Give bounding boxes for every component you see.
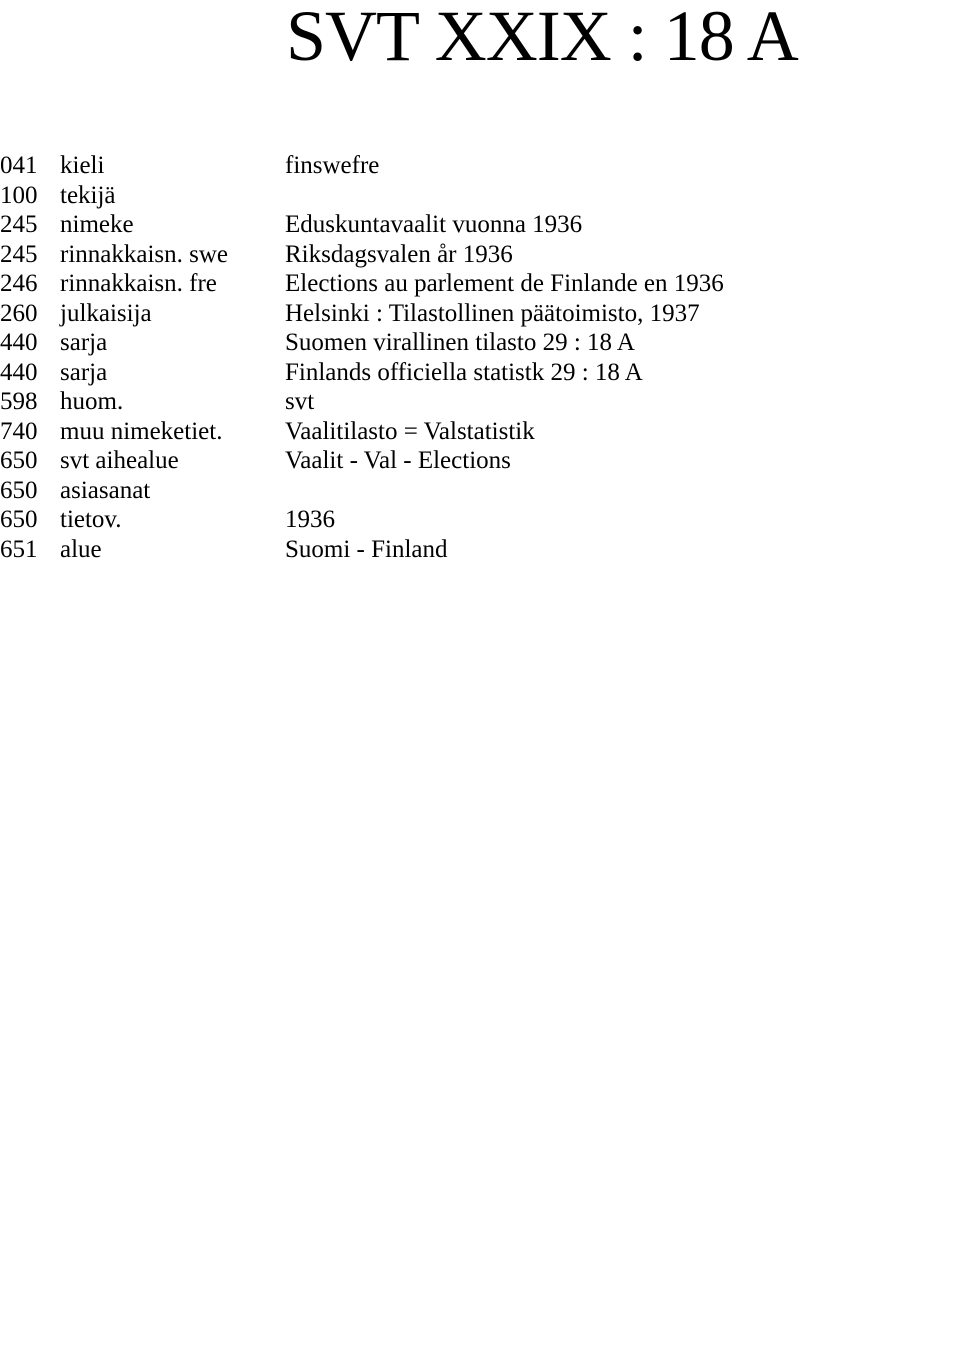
catalog-record-list [0,151,960,564]
field-code: 245 [0,211,38,238]
field-value: Vaalitilasto = Valstatistik [285,417,535,445]
field-code: 100 [0,181,38,209]
field-label: rinnakkaisn. fre [60,270,217,297]
record-row [0,387,960,417]
field-code: 740 [0,417,38,445]
record-row [0,240,960,270]
field-code: 650 [0,506,38,533]
record-row [0,269,960,299]
field-code: 260 [0,299,38,327]
field-label: huom. [60,388,124,415]
field-label: alue [60,535,102,563]
field-code: 651 [0,535,38,563]
field-value: Riksdagsvalen år 1936 [285,240,513,268]
field-value: Eduskuntavaalit vuonna 1936 [285,211,583,238]
record-row [0,210,960,240]
record-row [0,417,960,447]
field-value: Elections au parlement de Finlande en 1936 [285,270,724,297]
field-code: 650 [0,447,38,474]
field-label: tietov. [60,506,122,533]
record-row [0,181,960,211]
field-label: kieli [60,152,105,179]
field-code: 245 [0,240,38,268]
field-value: Vaalit - Val - Elections [285,447,511,474]
field-label: rinnakkaisn. swe [60,240,229,268]
field-label: julkaisija [60,299,152,327]
field-label: muu nimeketiet. [60,417,223,445]
field-label: svt aihealue [60,447,179,474]
field-label: sarja [60,358,108,386]
record-row [0,535,960,565]
field-value: Suomi - Finland [285,535,448,563]
field-code: 440 [0,329,38,356]
record-row [0,476,960,506]
record-row [0,505,960,535]
record-row [0,328,960,358]
field-value: Finlands officiella statistk 29 : 18 A [285,358,643,386]
field-code: 041 [0,152,38,179]
field-value: 1936 [285,506,335,533]
field-code: 650 [0,476,38,504]
field-value: Suomen virallinen tilasto 29 : 18 A [285,329,635,356]
field-label: tekijä [60,181,116,209]
field-label: nimeke [60,211,134,238]
field-label: sarja [60,329,108,356]
field-value: finswefre [285,152,380,179]
record-row [0,446,960,476]
field-code: 246 [0,270,38,297]
field-value: svt [285,388,315,415]
record-row [0,151,960,181]
field-value: Helsinki : Tilastollinen päätoimisto, 1937 [285,299,700,327]
field-code: 440 [0,358,38,386]
field-label: asiasanat [60,476,151,504]
record-row [0,299,960,329]
field-code: 598 [0,388,38,415]
record-row [0,358,960,388]
page-title: SVT XXIX : 18 A [286,0,798,76]
